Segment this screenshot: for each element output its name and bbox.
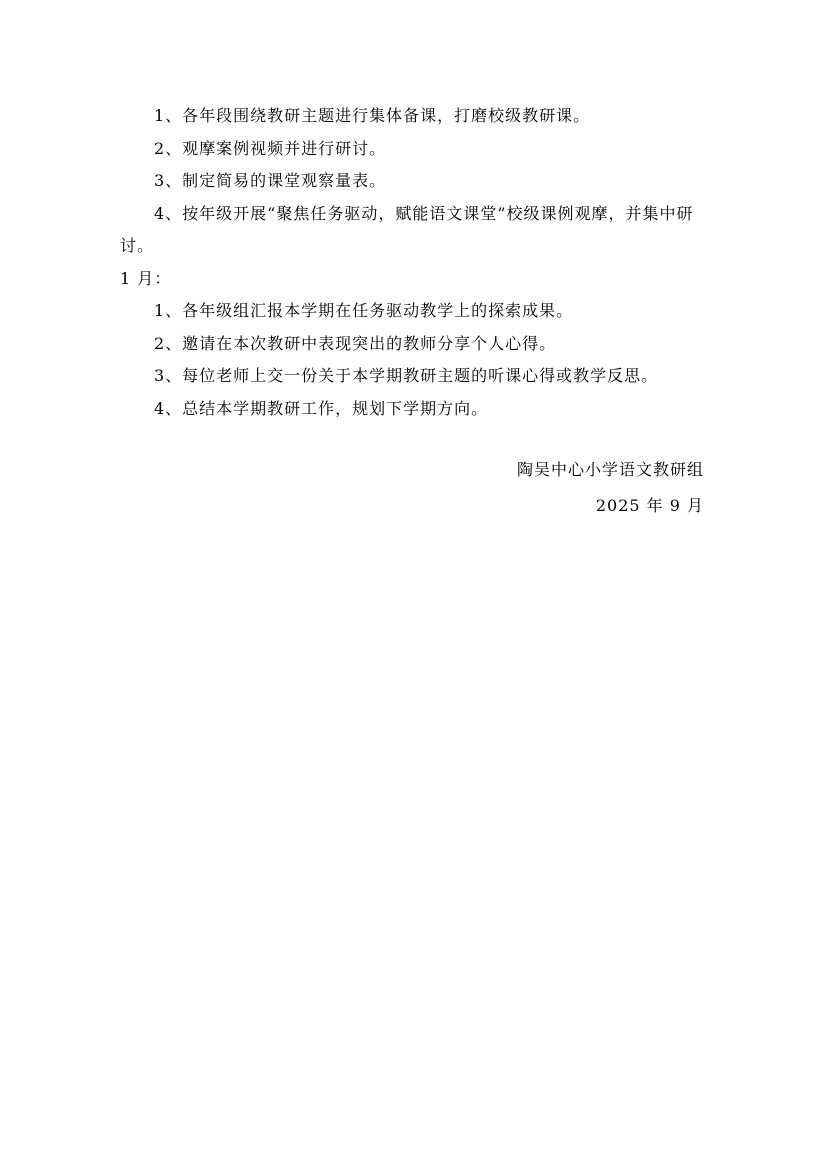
document-body [120,100,712,524]
list-item-7: 3、每位老师上交一份关于本学期教研主题的听课心得或教学反思。 [154,366,659,385]
list-item-6: 2、邀请在本次教研中表现突出的教师分享个人心得。 [154,333,557,353]
list-item-3: 3、制定简易的课堂观察量表。 [154,171,387,190]
list-item-8: 4、总结本学期教研工作，规划下学期方向。 [154,398,489,418]
list-item-4: 4、按年级开展“聚焦任务驱动，赋能语文课堂”校级课例观摩，并集中研 [154,203,694,223]
signature-organization: 陶吴中心小学语文教研组 [516,460,704,479]
blank-line [120,425,712,452]
list-item-1: 1、各年段围绕教研主题进行集体备课，打磨校级教研课。 [154,106,591,125]
list-item-2: 2、观摩案例视频并进行研讨。 [154,138,387,158]
list-item-5: 1、各年级组汇报本学期在任务驱动教学上的探索成果。 [154,301,574,320]
section-heading-month: 1 月： [120,268,172,288]
signature-date: 2025 年 9 月 [595,496,704,515]
list-item-4-continuation: 讨。 [120,236,155,255]
